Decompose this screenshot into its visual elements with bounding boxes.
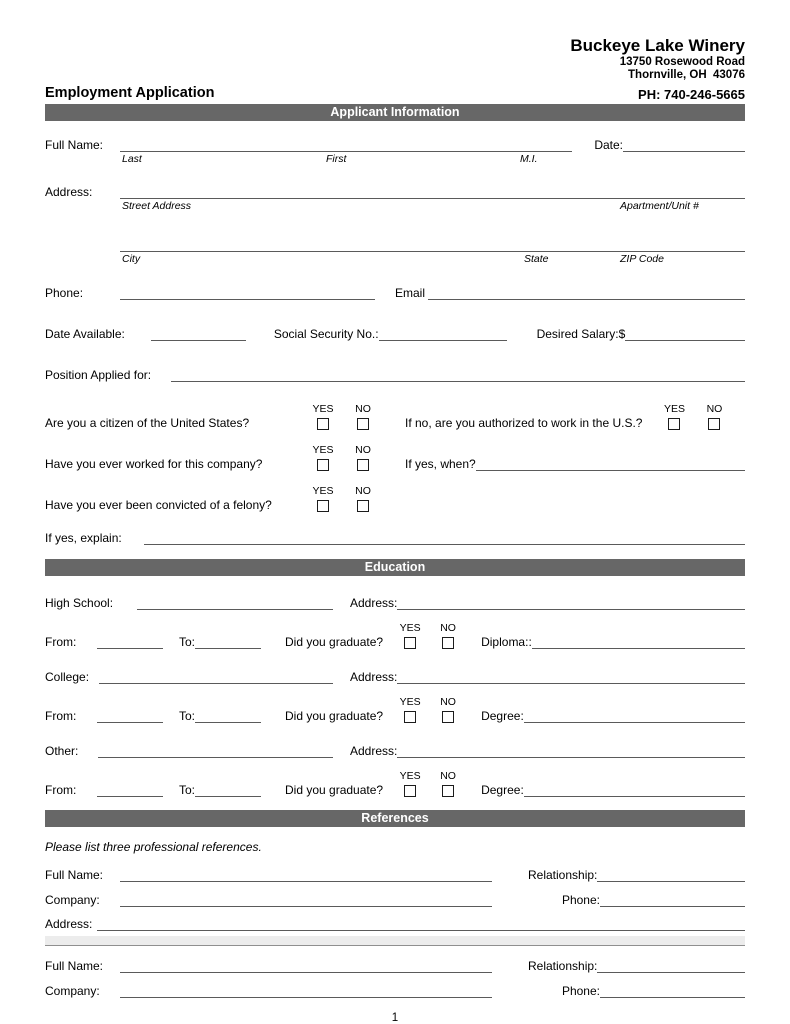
authorized-yes-option [654, 404, 694, 430]
graduate-label: Did you graduate? [285, 783, 384, 797]
explain-row [45, 531, 745, 545]
highschool-name-group [45, 596, 333, 610]
state-sublabel: State [524, 253, 549, 265]
page-number: 1 [391, 1012, 399, 1024]
ref-full-name-label: Full Name: [45, 959, 104, 973]
worked-question-row [45, 445, 745, 471]
date-available-input-line[interactable] [151, 327, 246, 341]
other-name-group [45, 744, 333, 758]
highschool-from-input-line[interactable] [97, 635, 163, 649]
ref-company-label: Company: [45, 893, 100, 907]
no-label: NO [440, 696, 456, 708]
other-graduate-no-option [429, 771, 467, 797]
college-from-input-line[interactable] [97, 709, 163, 723]
citizen-yes-checkbox[interactable] [317, 418, 329, 430]
other-graduate-yes-checkbox[interactable] [404, 785, 416, 797]
felony-question-label: Have you ever been convicted of a felony? [45, 498, 272, 512]
yes-label: YES [399, 696, 421, 708]
ref1-full-name-input-line[interactable] [120, 868, 492, 882]
worked-no-checkbox[interactable] [357, 459, 369, 471]
city-row [45, 238, 745, 252]
ref1-address-row [45, 917, 745, 931]
explain-label: If yes, explain: [45, 531, 122, 545]
graduate-label: Did you graduate? [285, 635, 384, 649]
company-header [45, 36, 745, 82]
other-school-row [45, 744, 745, 758]
ref2-company-input-line[interactable] [120, 984, 492, 998]
ref2-company-row [45, 984, 745, 998]
ref1-relationship-input-line[interactable] [597, 868, 745, 882]
highschool-graduate-no-option [429, 623, 467, 649]
references-intro: Please list three professional references. [45, 840, 262, 854]
company-phone: PH: 740-246-5665 [638, 87, 745, 102]
ref2-relationship-input-line[interactable] [597, 959, 745, 973]
other-input-line[interactable] [98, 744, 333, 758]
section-bar-references: References [45, 810, 745, 827]
ref2-name-row [45, 959, 745, 973]
section-bar-applicant-information: Applicant Information [45, 104, 745, 121]
other-from-input-line[interactable] [97, 783, 163, 797]
college-graduate-no-option [429, 697, 467, 723]
ref-relationship-label: Relationship: [528, 868, 598, 882]
other-to-input-line[interactable] [195, 783, 261, 797]
address-sublabels [120, 199, 745, 212]
felony-no-checkbox[interactable] [357, 500, 369, 512]
worked-question-label: Have you ever worked for this company? [45, 457, 263, 471]
to-label: To: [179, 783, 196, 797]
ref1-name-row [45, 868, 745, 882]
citizen-yes-option [303, 404, 343, 430]
city-sublabel: City [122, 253, 141, 265]
other-graduate-yes-option [391, 771, 429, 797]
college-name-group [45, 670, 333, 684]
no-label: NO [440, 770, 456, 782]
degree-label: Degree: [481, 783, 524, 797]
worked-yes-option [303, 445, 343, 471]
company-name: Buckeye Lake Winery [570, 36, 745, 55]
no-label: NO [440, 622, 456, 634]
ref1-address-second-line[interactable] [45, 936, 745, 946]
mi-sublabel: M.I. [520, 153, 538, 165]
ref1-address-input-line[interactable] [97, 917, 745, 931]
highschool-to-input-line[interactable] [195, 635, 261, 649]
full-name-label: Full Name: [45, 138, 104, 152]
college-row [45, 670, 745, 684]
ref-phone-label: Phone: [561, 893, 600, 907]
college-graduate-no-checkbox[interactable] [442, 711, 454, 723]
college-input-line[interactable] [99, 670, 333, 684]
email-input-line[interactable] [428, 286, 745, 300]
ref-address-label: Address: [45, 917, 93, 931]
date-input-line[interactable] [623, 138, 745, 152]
availability-row [45, 327, 745, 341]
other-degree-input-line[interactable] [524, 783, 745, 797]
full-name-input-line[interactable] [120, 138, 572, 152]
highschool-label: High School: [45, 596, 114, 610]
position-input-line[interactable] [171, 368, 745, 382]
ref-full-name-label: Full Name: [45, 868, 104, 882]
worked-yes-checkbox[interactable] [317, 459, 329, 471]
felony-yes-option [303, 486, 343, 512]
college-degree-input-line[interactable] [524, 709, 745, 723]
college-graduate-yes-option [391, 697, 429, 723]
first-sublabel: First [326, 153, 347, 165]
ref1-company-input-line[interactable] [120, 893, 492, 907]
no-label: NO [355, 403, 371, 415]
to-label: To: [179, 635, 196, 649]
from-label: From: [45, 709, 77, 723]
yes-label: YES [312, 403, 334, 415]
authorized-yes-checkbox[interactable] [668, 418, 680, 430]
yes-label: YES [663, 403, 685, 415]
no-label: NO [355, 444, 371, 456]
college-label: College: [45, 670, 90, 684]
yes-label: YES [312, 444, 334, 456]
authorized-no-option [694, 404, 734, 430]
from-label: From: [45, 635, 77, 649]
citizen-question-label: Are you a citizen of the United States? [45, 416, 250, 430]
felony-no-option [343, 486, 383, 512]
date-label: Date: [594, 138, 623, 152]
ref1-company-row [45, 893, 745, 907]
address-label: Address: [45, 185, 93, 199]
highschool-address-input-line[interactable] [397, 596, 745, 610]
authorized-no-checkbox[interactable] [708, 418, 720, 430]
phone-input-line[interactable] [120, 286, 375, 300]
title-row [45, 85, 745, 102]
college-address-input-line[interactable] [397, 670, 745, 684]
citizen-question-row [45, 404, 745, 430]
street-address-input-line[interactable] [120, 185, 745, 199]
phone-email-row [45, 286, 745, 300]
citizen-no-checkbox[interactable] [357, 418, 369, 430]
section-bar-education: Education [45, 559, 745, 576]
city-input-line[interactable] [120, 238, 745, 252]
yes-label: YES [399, 622, 421, 634]
highschool-address-label: Address: [350, 596, 398, 610]
address-row [45, 185, 745, 199]
full-name-row [45, 138, 745, 152]
graduate-label: Did you graduate? [285, 709, 384, 723]
ref-company-label: Company: [45, 984, 100, 998]
ref2-phone-input-line[interactable] [600, 984, 745, 998]
yes-label: YES [399, 770, 421, 782]
ssn-label: Social Security No.: [273, 327, 379, 341]
desired-salary-input-line[interactable] [625, 327, 745, 341]
degree-label: Degree: [481, 709, 524, 723]
email-label: Email [395, 286, 426, 300]
last-sublabel: Last [122, 153, 142, 165]
highschool-dates-row [45, 623, 745, 649]
other-dates-row [45, 771, 745, 797]
position-label: Position Applied for: [45, 368, 152, 382]
college-graduate-yes-checkbox[interactable] [404, 711, 416, 723]
apartment-sublabel: Apartment/Unit # [620, 200, 699, 212]
felony-yes-checkbox[interactable] [317, 500, 329, 512]
other-label: Other: [45, 744, 79, 758]
citizen-no-option [343, 404, 383, 430]
yes-label: YES [312, 485, 334, 497]
ref-relationship-label: Relationship: [528, 959, 598, 973]
no-label: NO [706, 403, 723, 415]
phone-label: Phone: [45, 286, 84, 300]
when-label: If yes, when? [405, 457, 476, 471]
company-address-line2: Thornville, OH 43076 [628, 69, 745, 81]
when-input-line[interactable] [476, 457, 745, 471]
street-address-sublabel: Street Address [122, 200, 192, 212]
company-address-line1: 13750 Rosewood Road [619, 56, 745, 68]
college-to-input-line[interactable] [195, 709, 261, 723]
to-label: To: [179, 709, 196, 723]
other-address-input-line[interactable] [397, 744, 745, 758]
from-label: From: [45, 783, 77, 797]
college-dates-row [45, 697, 745, 723]
other-graduate-no-checkbox[interactable] [442, 785, 454, 797]
other-address-label: Address: [350, 744, 398, 758]
full-name-sublabels [120, 152, 565, 165]
highschool-graduate-yes-option [391, 623, 429, 649]
city-sublabels [120, 252, 745, 265]
authorized-question-label: If no, are you authorized to work in the U.S.? [405, 416, 643, 430]
desired-salary-label: Desired Salary:$ [536, 327, 626, 341]
ref-phone-label: Phone: [561, 984, 600, 998]
date-available-label: Date Available: [45, 327, 125, 341]
diploma-label: Diploma:: [481, 635, 532, 649]
college-address-label: Address: [350, 670, 398, 684]
worked-no-option [343, 445, 383, 471]
position-row [45, 368, 745, 382]
ref2-full-name-input-line[interactable] [120, 959, 492, 973]
ssn-input-line[interactable] [379, 327, 507, 341]
no-label: NO [355, 485, 371, 497]
highschool-input-line[interactable] [137, 596, 333, 610]
page-title: Employment Application [45, 85, 215, 101]
felony-question-row [45, 486, 745, 512]
ref1-phone-input-line[interactable] [600, 893, 745, 907]
explain-input-line[interactable] [144, 531, 745, 545]
highschool-graduate-no-checkbox[interactable] [442, 637, 454, 649]
highschool-diploma-input-line[interactable] [532, 635, 745, 649]
zip-sublabel: ZIP Code [620, 253, 664, 265]
highschool-graduate-yes-checkbox[interactable] [404, 637, 416, 649]
highschool-row [45, 596, 745, 610]
